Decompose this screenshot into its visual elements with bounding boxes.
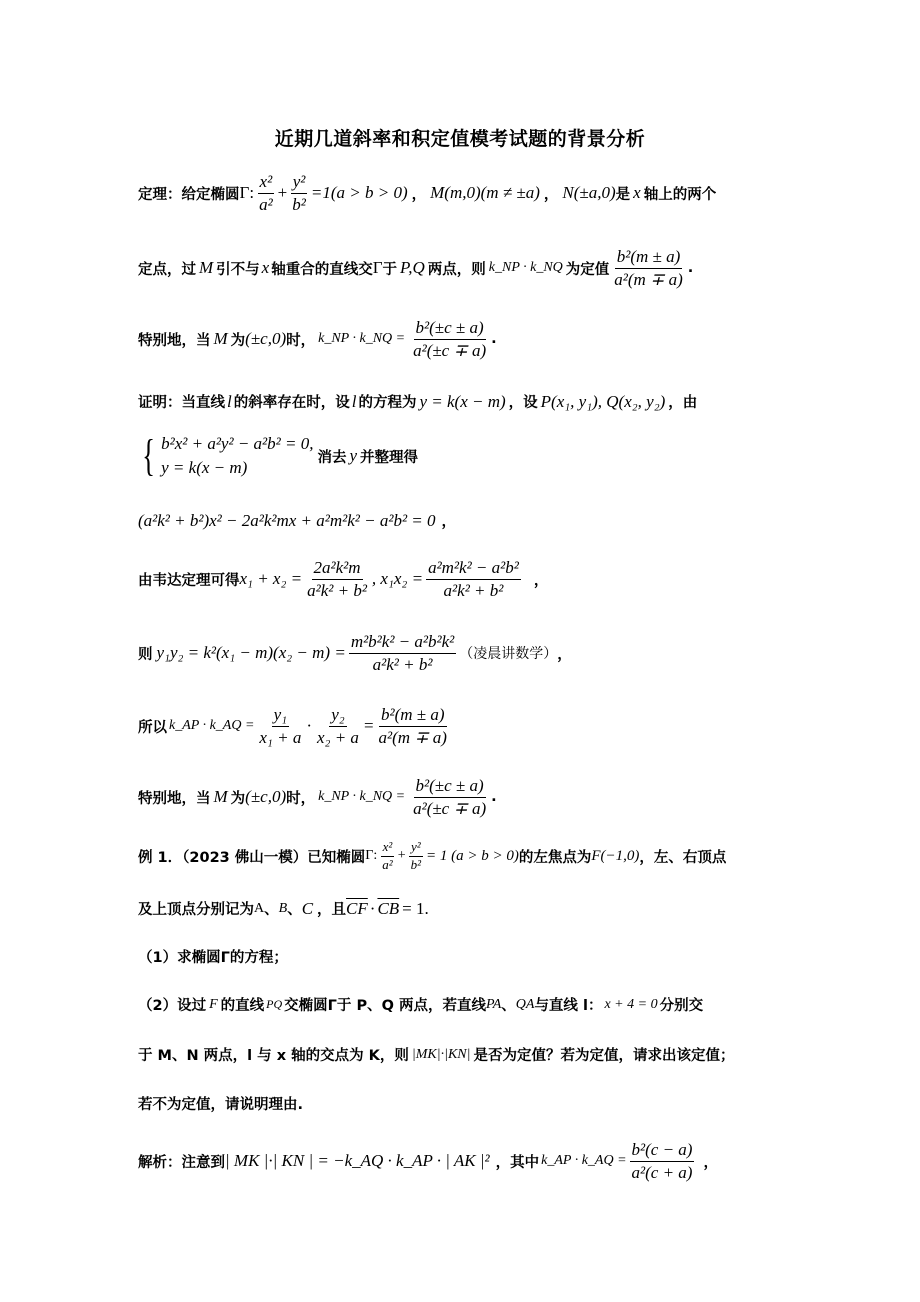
frac-den: a²(m ∓ a) [378, 727, 447, 747]
gamma-symbol: Γ [239, 183, 250, 203]
separator: ， [543, 186, 559, 203]
ellipse-fraction-y [290, 172, 308, 214]
frac-den: a²k² + b² [372, 654, 433, 674]
frac-num: m²b²k² − a²b²k² [349, 632, 456, 654]
text: 消去 [317, 449, 347, 466]
ellipse-condition: = 1 (a > b > 0) [426, 847, 519, 864]
sum-lhs: x₁ + x₂ = [239, 569, 303, 589]
frac-num: y₁ [272, 705, 289, 727]
separator: 、 [501, 998, 516, 1014]
line-QA: QA [515, 996, 535, 1012]
text: 两点，则 [427, 261, 486, 278]
frac-num: b²(m ± a) [379, 705, 447, 727]
quadratic-equation: (a²k² + b²)x² − 2a²k²mx + a²m²k² − a²b² = 0 [138, 510, 436, 530]
var-M: M [199, 258, 214, 278]
separator: ， [411, 186, 427, 203]
point-A: A [254, 900, 265, 916]
y-product-lhs: y₁y₂ = k²(x₁ − m)(x₂ − m) = [156, 643, 346, 663]
line-PQ: PQ [266, 997, 283, 1011]
text: 引不与 [216, 261, 260, 278]
line-PA: PA [485, 996, 502, 1012]
frac-den: x₂ + a [317, 727, 359, 747]
text: （2）设过 [138, 998, 207, 1014]
text: 为 [230, 332, 246, 349]
text: 分别交 [659, 998, 704, 1014]
frac-den: b² [292, 194, 306, 214]
text: 证明：当直线 [138, 395, 225, 411]
analysis-label: 解析：注意到 [138, 1154, 225, 1171]
prod-lhs: , x₁x₂ = [371, 569, 424, 589]
comma: ， [557, 646, 572, 663]
special-case-2 [138, 776, 497, 818]
colon: : [249, 183, 255, 203]
x-var: x [261, 258, 270, 278]
text: 于 M、N 两点，l 与 x 轴的交点为 K，则 [138, 1048, 409, 1064]
text: ，设 [508, 395, 538, 411]
text: ，其中 [495, 1154, 540, 1171]
comma: ， [703, 1154, 718, 1171]
frac-den: a²k² + b² [307, 580, 367, 600]
text: 特别地，当 [138, 790, 211, 807]
frac-den: x₁ + a [259, 727, 302, 747]
period: . [491, 331, 497, 348]
frac-num: 2a²k²m [312, 558, 363, 580]
gamma-symbol: Γ: [365, 848, 378, 864]
text: 时， [286, 790, 316, 807]
frac-den: a²(m ∓ a) [614, 269, 683, 289]
frac-den: a² [382, 856, 393, 872]
example-1-part-2-line-1 [138, 994, 703, 1015]
coord: (±c,0) [245, 787, 287, 807]
points-PQ: P(x₁, y₁), Q(x₂, y₂) [540, 391, 666, 411]
var-F: F [209, 996, 218, 1012]
slope-product: k_AP · k_AQ = [541, 1153, 627, 1169]
var-l: l [351, 391, 357, 411]
text: 定点，过 [138, 261, 196, 278]
text: 为定值 [565, 261, 610, 278]
prod-fraction [426, 558, 521, 600]
theorem-line-2 [138, 247, 693, 289]
equation-system-line [138, 432, 418, 480]
point-N: N(±a,0) [562, 183, 616, 203]
var-M: M [213, 329, 228, 349]
plus: + [277, 183, 288, 203]
system-row: y = k(x − m) [161, 458, 248, 477]
document-title: 近期几道斜率和积定值模考试题的背景分析 [274, 128, 646, 150]
ellipse-fraction-x [380, 840, 394, 873]
vieta-line [138, 558, 548, 600]
frac-den: a²(±c ∓ a) [413, 340, 487, 360]
text: 则 [138, 646, 153, 663]
vector-CF: $\overline{CF}$ [346, 898, 368, 918]
text: 特别地，当 [138, 332, 211, 349]
special-fraction [411, 776, 488, 818]
text: ，由 [668, 395, 698, 411]
text: 由韦达定理可得 [138, 572, 240, 589]
text: 是否为定值？若为定值，请求出该定值； [473, 1048, 735, 1064]
equation-system [138, 432, 313, 480]
frac-num: a²m²k² − a²b² [426, 558, 521, 580]
focus-F: F(−1,0) [591, 847, 640, 864]
frac-den: a²(c + a) [631, 1162, 693, 1182]
frac-2 [315, 705, 361, 747]
y-var: y [349, 446, 358, 465]
text: 若不为定值，请说明理由. [138, 1097, 304, 1113]
frac-den: b² [410, 856, 421, 872]
analysis-line [138, 1140, 718, 1182]
dot: · [306, 716, 312, 736]
ellipse-fraction-x [257, 172, 275, 214]
frac-num: y₂ [329, 705, 346, 727]
gamma-symbol: Γ [372, 258, 383, 278]
special-case-1 [138, 318, 497, 360]
slope-product: k_NP · k_NQ [488, 260, 563, 276]
slope-product-line [138, 705, 452, 747]
analysis-fraction [630, 1140, 695, 1182]
period: . [687, 260, 694, 277]
text: 是 [615, 186, 631, 203]
x-var: x [633, 183, 641, 203]
separator: 、 [264, 902, 279, 918]
theorem-line-1 [138, 172, 716, 214]
vector-CB: $\overline{CB}$ [377, 898, 400, 918]
text: 及上顶点分别记为 [138, 902, 254, 918]
frac-1 [257, 705, 303, 747]
frac-den: a² [259, 194, 273, 214]
author-note: （凌晨讲数学） [459, 646, 558, 663]
line-l-equation: x + 4 = 0 [604, 996, 658, 1012]
text: 时， [286, 332, 316, 349]
text: ，且 [317, 902, 347, 918]
text: 的左焦点为 [518, 849, 592, 866]
text: ，左、右顶点 [639, 849, 727, 866]
comma: ， [533, 572, 549, 589]
period: . [491, 789, 497, 806]
quadratic-line [138, 510, 456, 531]
comma: ， [441, 514, 457, 530]
system-row: b²x² + a²y² − a²b² = 0, [161, 434, 314, 453]
frac-num: b²(m ± a) [615, 247, 683, 269]
text: 为 [230, 790, 246, 807]
text: 的方程为 [358, 395, 417, 411]
frac-num: y² [291, 172, 308, 194]
question-part-1: （1）求椭圆Γ的方程； [138, 950, 288, 966]
var-l: l [227, 391, 232, 411]
frac-num: x² [381, 840, 395, 857]
var-M: M [213, 787, 228, 807]
text: 与直线 l： [534, 998, 603, 1014]
fixed-value-fraction [612, 247, 684, 289]
frac-num: b²(c − a) [630, 1140, 695, 1162]
separator: 、 [287, 902, 302, 918]
frac-den: a²k² + b² [443, 580, 504, 600]
text: 轴上的两个 [643, 186, 717, 203]
frac-num: b²(±c ± a) [414, 318, 486, 340]
example-1-line-2 [138, 898, 429, 919]
point-C: C [301, 898, 314, 918]
plus: + [397, 848, 406, 864]
example-1-part-2-line-2 [138, 1044, 735, 1065]
equals: = [363, 716, 374, 736]
vector-equation: = 1. [402, 898, 429, 918]
slope-lhs: k_AP · k_AQ = [169, 718, 255, 734]
frac-num: b²(±c ± a) [414, 776, 486, 798]
slope-product: k_NP · k_NQ = [318, 331, 406, 347]
point-B: B [278, 900, 288, 916]
example-1-line-1 [138, 840, 726, 873]
proof-line [138, 391, 697, 412]
sum-fraction [305, 558, 369, 600]
brace-icon: { [142, 431, 155, 480]
example-label: 例 1．（2023 佛山一模）已知椭圆 [138, 849, 366, 866]
frac-num: x² [258, 172, 275, 194]
text: 所以 [138, 719, 167, 736]
coord: (±c,0) [245, 329, 287, 349]
special-fraction [411, 318, 488, 360]
text: 的斜率存在时，设 [233, 395, 350, 411]
text: 并整理得 [360, 449, 419, 466]
frac-den: a²(±c ∓ a) [413, 798, 487, 818]
frac-num: y² [409, 840, 423, 857]
theorem-label: 定理：给定椭圆 [138, 186, 240, 203]
ellipse-condition: =1(a > b > 0) [310, 183, 408, 203]
point-M: M(m,0)(m ≠ ±a) [430, 183, 540, 203]
text: 的直线 [220, 998, 265, 1014]
result-fraction [377, 705, 449, 747]
slope-product: k_NP · k_NQ = [318, 789, 406, 805]
y-product-line [138, 632, 572, 674]
dot: · [369, 898, 376, 918]
example-1-part-2-line-3 [138, 1093, 303, 1114]
abs-product: |MK|·|KN| [411, 1046, 471, 1062]
ellipse-fraction-y [409, 840, 423, 873]
text: 于 [382, 261, 398, 278]
analysis-expression: | MK |·| KN | = −k_AQ · k_AP · | AK |² [225, 1151, 490, 1171]
example-1-part-1 [138, 946, 288, 967]
text: 轴重合的直线交 [271, 261, 373, 278]
text: 交椭圆Γ于 P、Q 两点，若直线 [284, 998, 486, 1014]
y-product-fraction [349, 632, 456, 674]
line-equation: y = k(x − m) [419, 391, 506, 411]
points-PQ: P,Q [400, 258, 425, 278]
